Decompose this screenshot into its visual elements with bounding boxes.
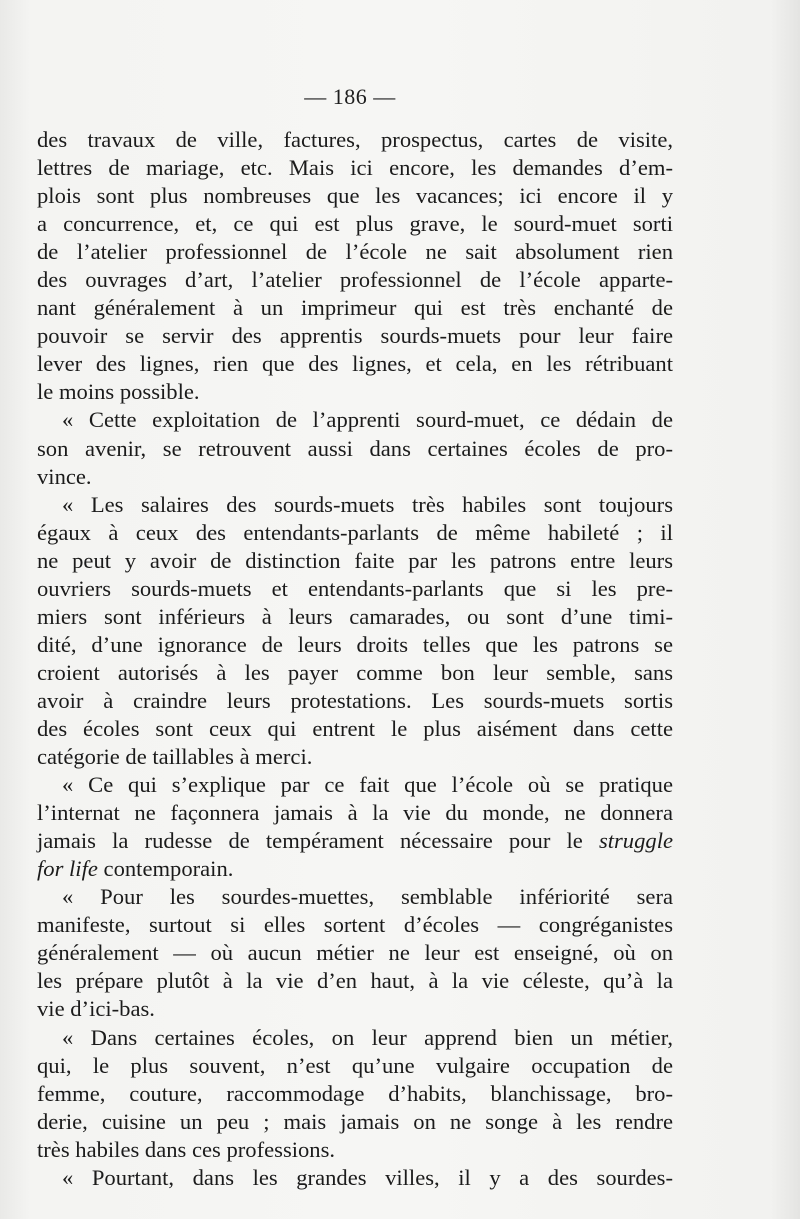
text-line: « Dans certaines écoles, on leur apprend bien un métier, [62, 1024, 673, 1050]
text-line [37, 855, 673, 883]
text-line: très habiles dans ces professions. [37, 1136, 336, 1162]
text-line: dité, d’une ignorance de leurs droits telles que les patrons se [37, 631, 673, 657]
italic-text: struggle [598, 828, 673, 854]
text-span: contemporain. [97, 856, 234, 882]
text-line: ouvriers sourds-muets et entendants-parlants que si les pre- [37, 575, 673, 601]
text-line: vince. [37, 463, 92, 489]
text-line: « Les salaires des sourds-muets très habiles sont toujours [62, 491, 673, 517]
text-line: lever des lignes, rien que des lignes, et cela, en les rétribuant [37, 351, 673, 377]
text-line: « Cette exploitation de l’apprenti sourd-muet, ce dédain de [62, 407, 673, 433]
text-line: avoir à craindre leurs protestations. Les sourds-muets sortis [37, 687, 673, 713]
text-line: lettres de mariage, etc. Mais ici encore, les demandes d’em- [37, 155, 673, 181]
text-line: le moins possible. [37, 379, 200, 405]
text-line: qui, le plus souvent, n’est qu’une vulgaire occupation de [37, 1052, 673, 1078]
text-line: femme, couture, raccommodage d’habits, blanchissage, bro- [37, 1080, 673, 1106]
text-line: des écoles sont ceux qui entrent le plus aisément dans cette [37, 715, 673, 741]
text-line: « Pourtant, dans les grandes villes, il y a des sourdes- [62, 1164, 673, 1190]
text-line: manifeste, surtout si elles sortent d’écoles — congréganistes [37, 912, 673, 938]
text-line: pouvoir se servir des apprentis sourds-muets pour leur faire [37, 323, 673, 349]
text-line: généralement — où aucun métier ne leur est enseigné, où on [37, 940, 673, 966]
text-line: les prépare plutôt à la vie d’en haut, à la vie céleste, qu’à la [37, 968, 673, 994]
text-line: a concurrence, et, ce qui est plus grave, le sourd-muet sorti [37, 211, 673, 237]
text-line: de l’atelier professionnel de l’école ne sait absolument rien [37, 239, 673, 265]
text-line: des ouvrages d’art, l’atelier professionnel de l’école apparte- [37, 267, 673, 293]
text-line: plois sont plus nombreuses que les vacances; ici encore il y [37, 183, 673, 209]
text-line: vie d’ici-bas. [37, 996, 155, 1022]
text-line: égaux à ceux des entendants-parlants de même habileté ; il [37, 519, 673, 545]
text-line: derie, cuisine un peu ; mais jamais on ne songe à les rendre [37, 1108, 673, 1134]
text-line: « Pour les sourdes-muettes, semblable infériorité sera [62, 884, 673, 910]
text-line: « Ce qui s’explique par ce fait que l’école où se pratique [62, 772, 673, 798]
text-line: son avenir, se retrouvent aussi dans certaines écoles de pro- [37, 435, 673, 461]
text-line: ne peut y avoir de distinction faite par les patrons entre leurs [37, 547, 673, 573]
text-line: croient autorisés à les payer comme bon leur semble, sans [37, 659, 673, 685]
body-text [37, 126, 673, 1192]
text-line: des travaux de ville, factures, prospectus, cartes de visite, [37, 127, 673, 152]
text-line: miers sont inférieurs à leurs camarades, ou sont d’une timi- [37, 603, 673, 629]
italic-text: for life [37, 856, 98, 882]
text-line: l’internat ne façonnera jamais à la vie du monde, ne donnera [37, 800, 673, 826]
page-number: — 186 — [304, 84, 396, 109]
text-line: nant généralement à un imprimeur qui est très enchanté de [37, 295, 673, 321]
text-span: jamais la rudesse de tempérament nécessaire pour le [37, 828, 599, 854]
text-line [37, 827, 673, 855]
text-line: catégorie de taillables à merci. [37, 744, 313, 770]
